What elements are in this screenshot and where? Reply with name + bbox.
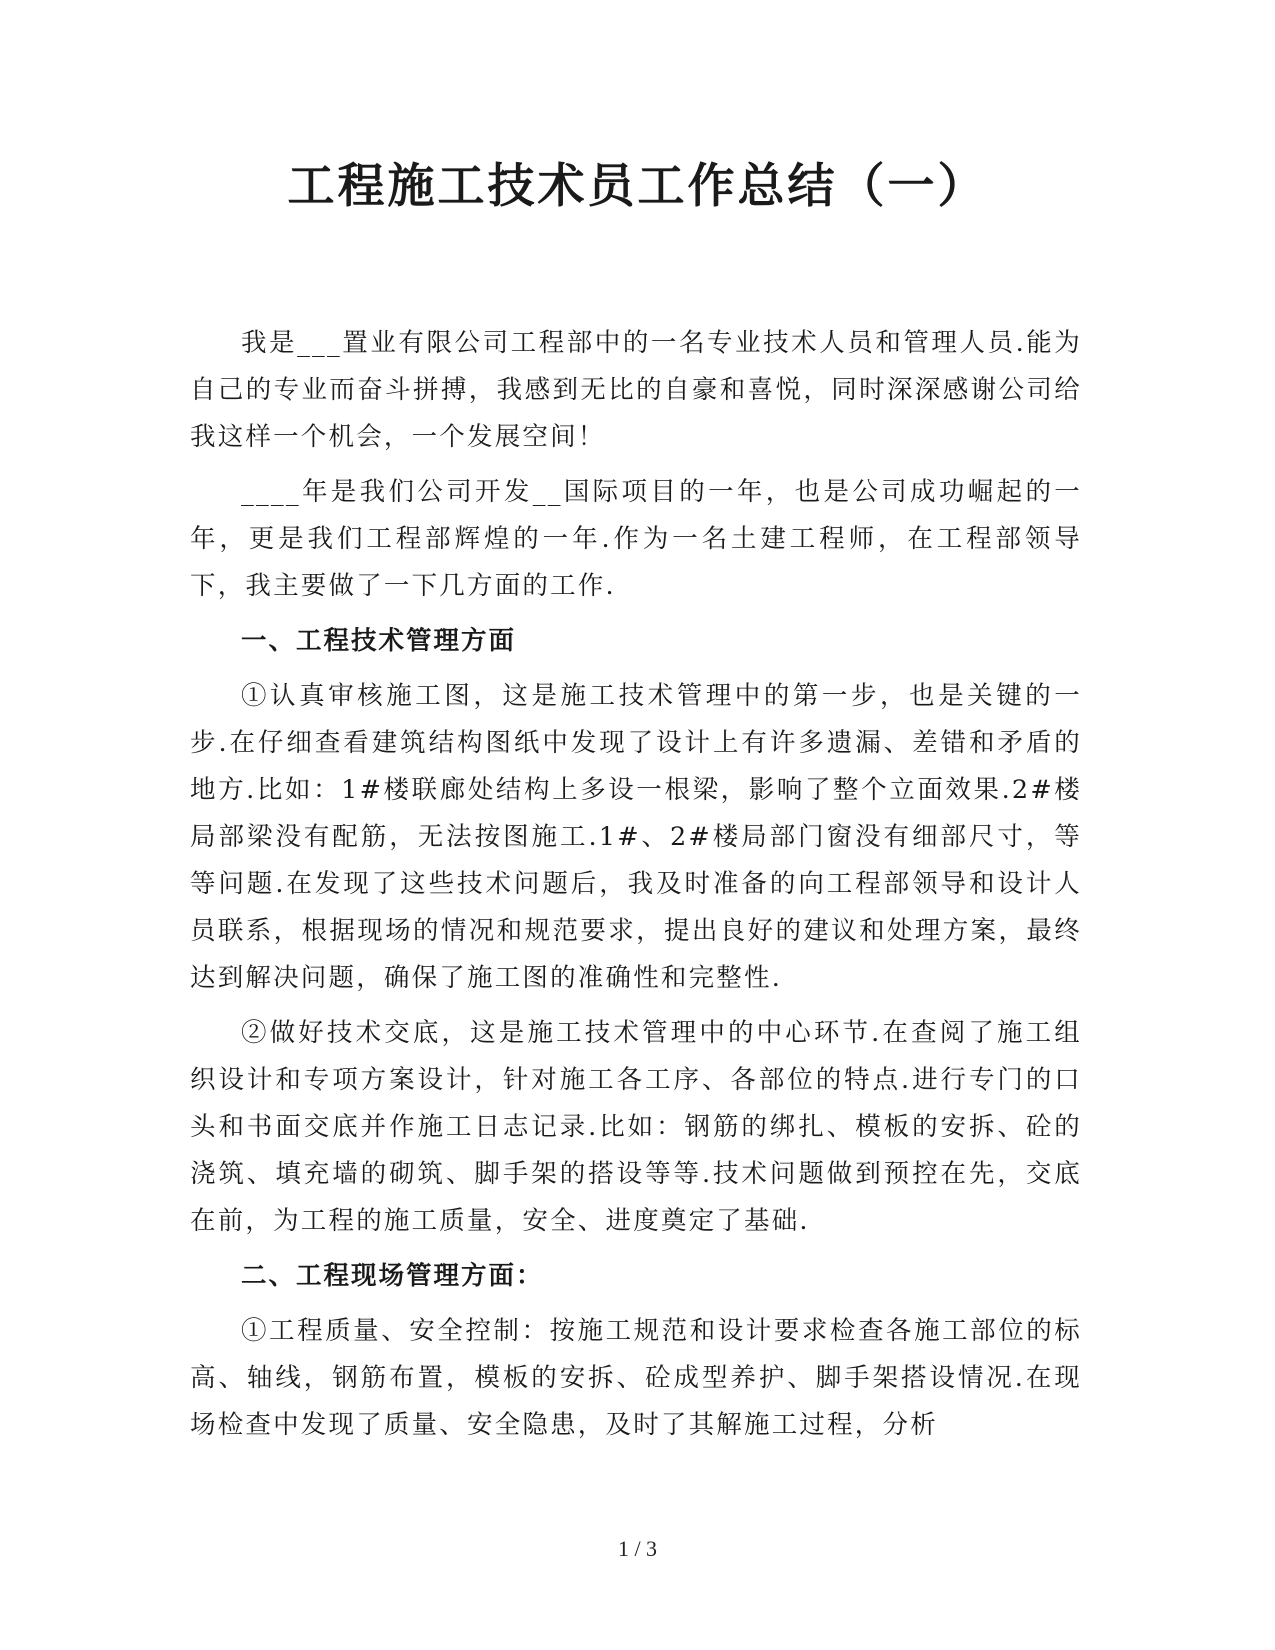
section-heading-technical-management: 一、工程技术管理方面: [241, 626, 517, 656]
section-heading-site-management: 二、工程现场管理方面：: [241, 1261, 544, 1291]
paragraph-technical-briefing: ②做好技术交底，这是施工技术管理中的中心环节.在查阅了施工组织设计和专项方案设计，针对施工各工序、各部位的特点.进行专门的口头和书面交底并作施工日志记录.比如：钢筋的绑扎、模板的安拆、砼的浇筑、填充墙的砌筑、脚手架的搭设等等.技术问题做到预控在先，交底在前，为工程的施工质量，安全、进度奠定了基础.: [190, 1018, 1082, 1236]
document-title: 工程施工技术员工作总结（一）: [287, 159, 988, 214]
paragraph-year-overview: ____年是我们公司开发__国际项目的一年，也是公司成功崛起的一年，更是我们工程部辉煌的一年.作为一名土建工程师，在工程部领导下，我主要做了一下几方面的工作.: [190, 477, 1082, 601]
paragraph-quality-safety: ①工程质量、安全控制：按施工规范和设计要求检查各施工部位的标高、轴线，钢筋布置，模板的安拆、砼成型养护、脚手架搭设情况.在现场检查中发现了质量、安全隐患，及时了其解施工过程，分析: [190, 1316, 1082, 1440]
paragraph-intro: 我是___置业有限公司工程部中的一名专业技术人员和管理人员.能为自己的专业而奋斗拼搏，我感到无比的自豪和喜悦，同时深深感谢公司给我这样一个机会，一个发展空间！: [190, 328, 1082, 452]
page-number: 1 / 3: [617, 1536, 658, 1561]
paragraph-review-drawings: ①认真审核施工图，这是施工技术管理中的第一步，也是关键的一步.在仔细查看建筑结构图纸中发现了设计上有许多遗漏、差错和矛盾的地方.比如：1#楼联廊处结构上多设一根梁，影响了整个立面效果.2#楼局部梁没有配筋，无法按图施工.1#、2#楼局部门窗没有细部尺寸，等等问题.在发现了这些技术问题后，我及时准备的向工程部领导和设计人员联系，根据现场的情况和规范要求，提出良好的建议和处理方案，最终达到解决问题，确保了施工图的准确性和完整性.: [190, 681, 1082, 993]
document-body: [190, 320, 1082, 1457]
